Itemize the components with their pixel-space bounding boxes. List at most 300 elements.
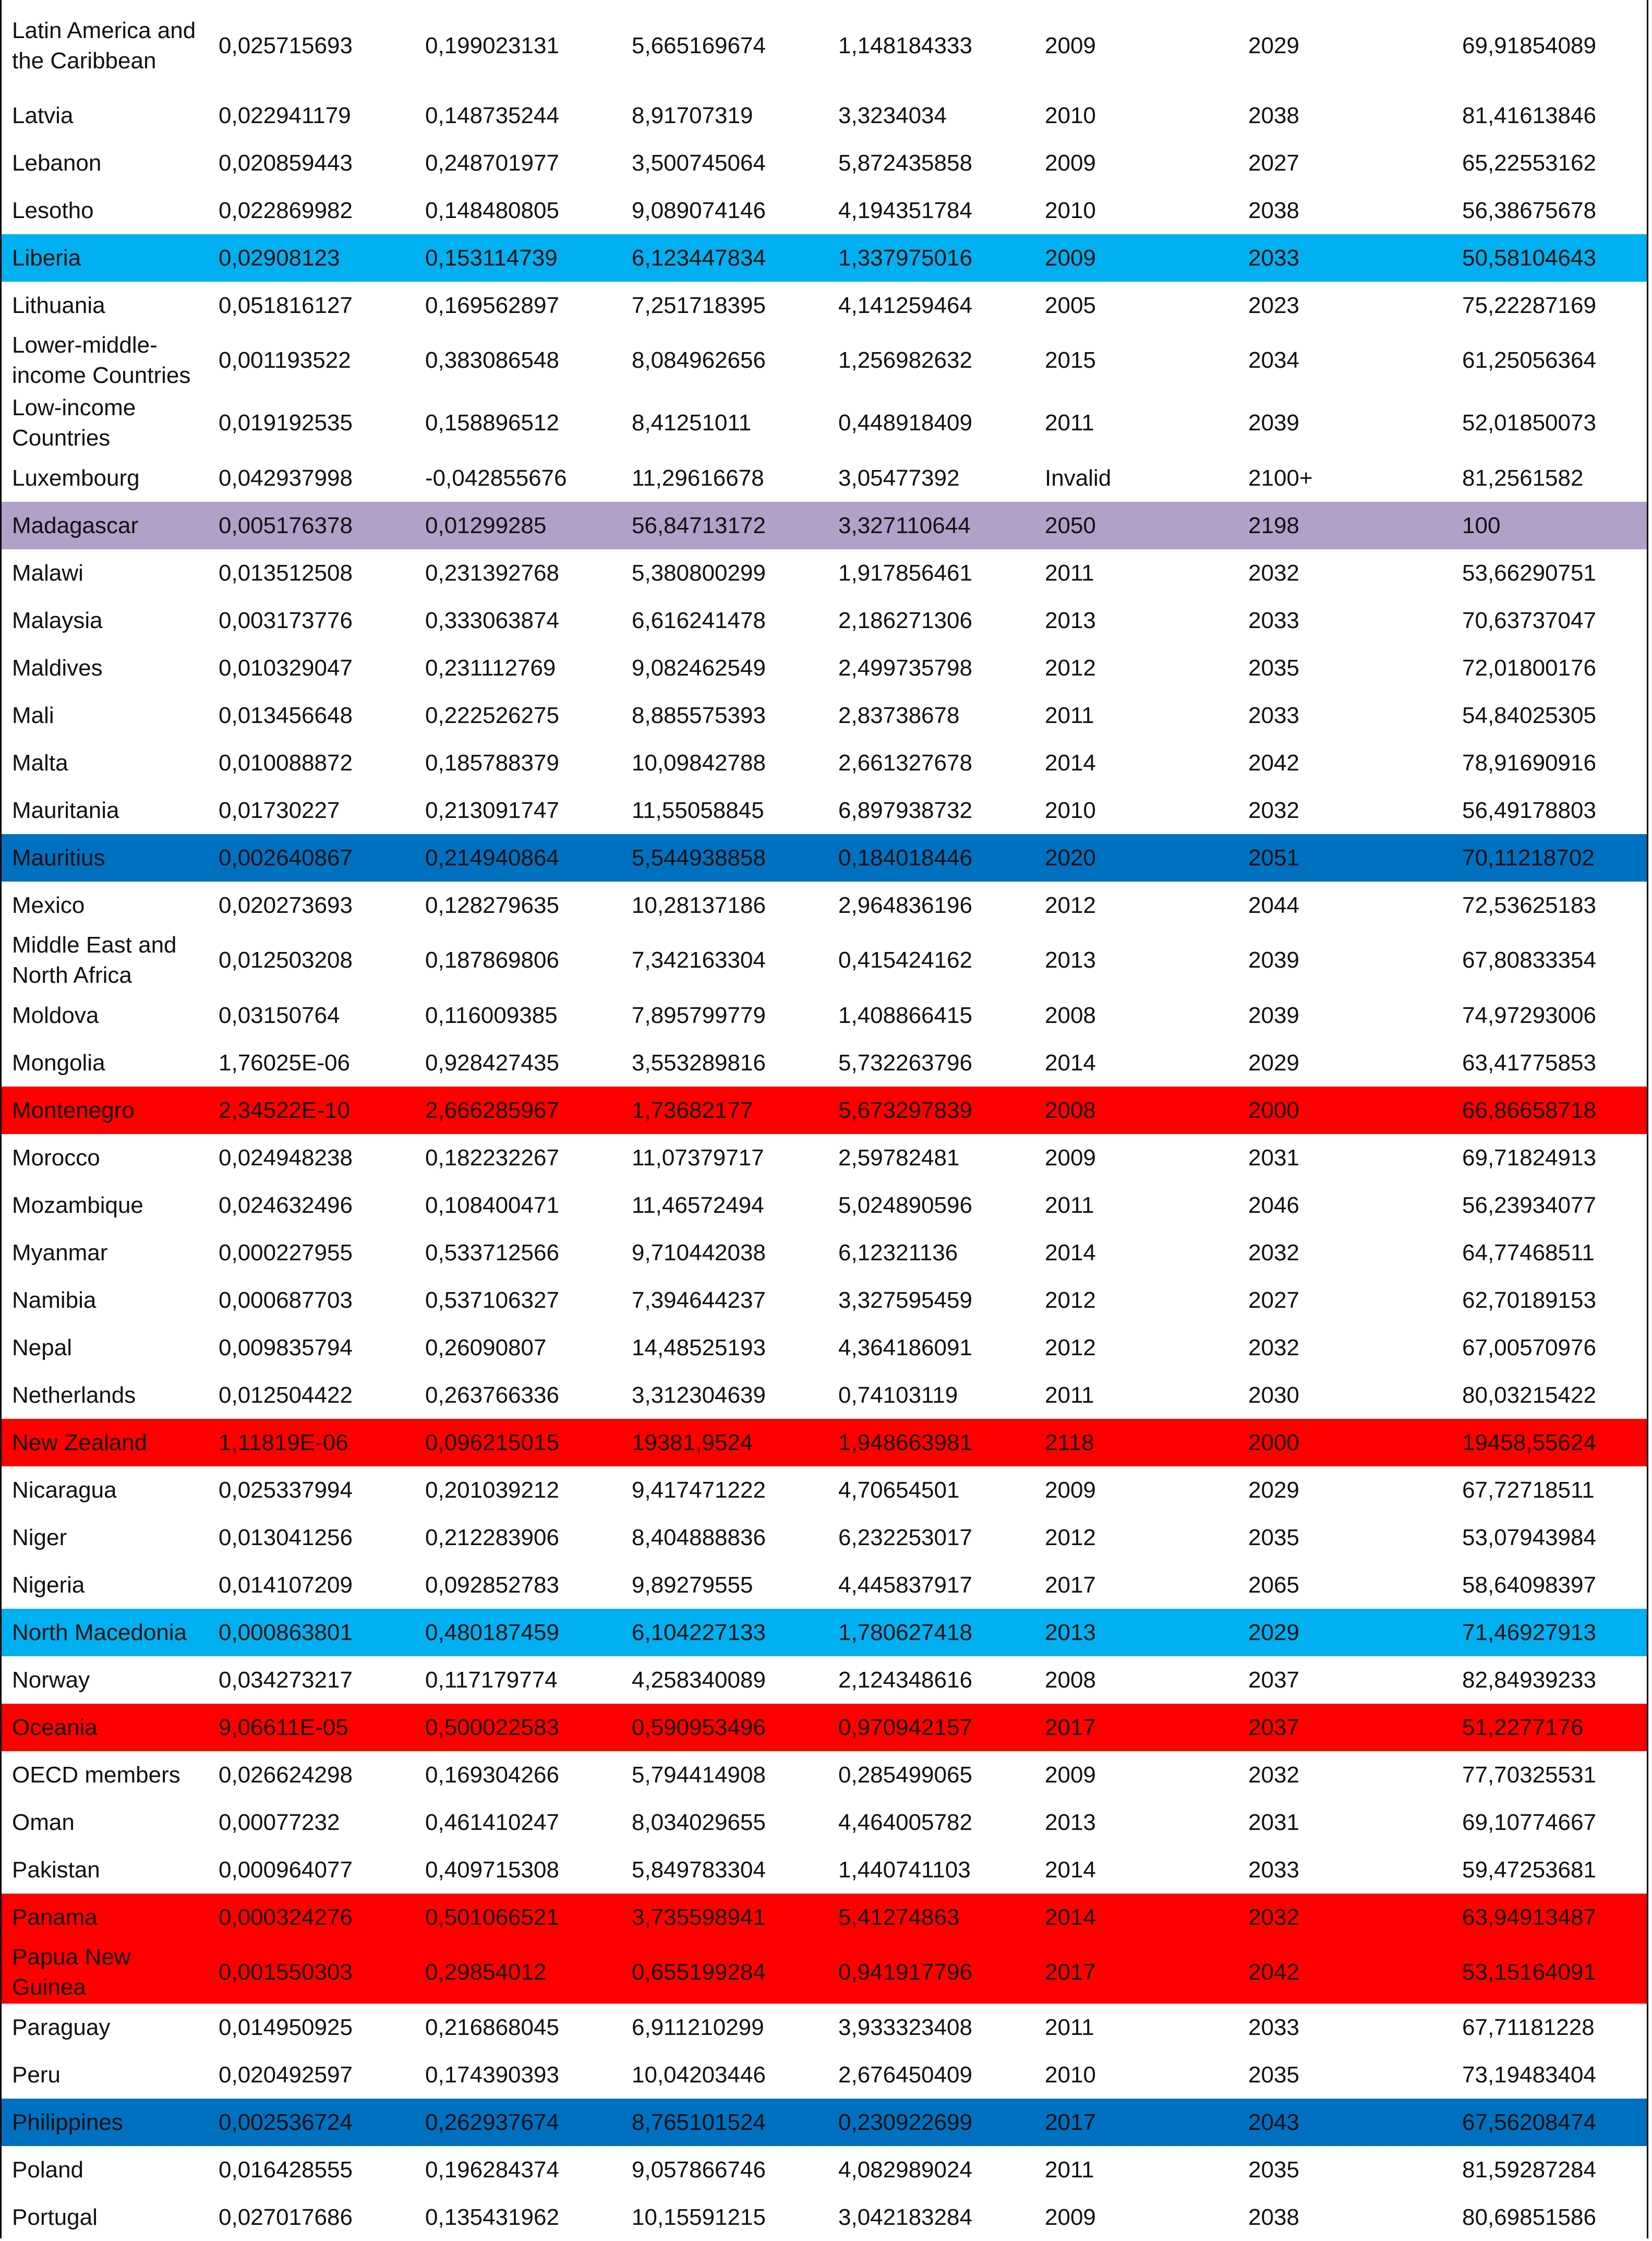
value-cell: 5,544938858 bbox=[621, 834, 828, 882]
value-cell: 0,285499065 bbox=[838, 1762, 972, 1788]
value-cell: 0,024948238 bbox=[219, 1144, 353, 1171]
value-cell: 7,895799779 bbox=[632, 1002, 766, 1028]
row-label-cell: Lithuania bbox=[12, 292, 105, 318]
value-cell: 8,885575393 bbox=[632, 702, 766, 728]
value-cell: 2039 bbox=[1248, 1002, 1299, 1028]
value-cell: 70,11218702 bbox=[1441, 834, 1647, 882]
value-cell: 64,77468511 bbox=[1462, 1239, 1595, 1266]
table-row bbox=[2, 1134, 1647, 1182]
value-cell: 0,148735244 bbox=[425, 102, 559, 128]
value-cell: 2013 bbox=[1045, 607, 1096, 633]
value-cell: 2027 bbox=[1248, 150, 1299, 176]
value-cell: 2012 bbox=[1045, 1287, 1096, 1313]
value-cell: 3,327110644 bbox=[828, 502, 1034, 549]
value-cell: 1,76025E-06 bbox=[219, 1050, 350, 1076]
value-cell: 2032 bbox=[1248, 797, 1299, 823]
row-label-cell: Mauritius bbox=[2, 834, 208, 882]
value-cell: 2033 bbox=[1248, 607, 1299, 633]
row-label-cell: Papua New Guinea bbox=[2, 1941, 208, 2004]
value-cell: 2009 bbox=[1045, 1762, 1096, 1788]
value-cell: 3,327595459 bbox=[838, 1287, 972, 1313]
value-cell: 2118 bbox=[1034, 1419, 1238, 1466]
table-row bbox=[2, 882, 1647, 929]
table-row bbox=[2, 739, 1647, 787]
table-row bbox=[2, 597, 1647, 644]
value-cell: 4,141259464 bbox=[838, 292, 972, 318]
value-cell: 2035 bbox=[1248, 655, 1299, 681]
value-cell: 7,251718395 bbox=[632, 292, 766, 318]
value-cell: 2014 bbox=[1045, 1239, 1096, 1266]
value-cell: 0,013456648 bbox=[219, 702, 353, 728]
value-cell: 100 bbox=[1441, 502, 1647, 549]
row-label-cell: Madagascar bbox=[2, 502, 208, 549]
row-label-cell: Morocco bbox=[12, 1144, 100, 1171]
value-cell: 2014 bbox=[1045, 750, 1096, 776]
value-cell: 2011 bbox=[1045, 702, 1094, 728]
row-label-cell: Mexico bbox=[12, 892, 85, 918]
table-row bbox=[2, 1182, 1647, 1229]
table-row bbox=[2, 1087, 1647, 1134]
row-label-cell: Nepal bbox=[12, 1334, 72, 1360]
value-cell: 2029 bbox=[1248, 1050, 1299, 1076]
value-cell: 0,01730227 bbox=[219, 797, 340, 823]
value-cell: 63,94913487 bbox=[1441, 1894, 1647, 1941]
value-cell: 2033 bbox=[1238, 234, 1441, 282]
value-cell: 1,11819E-06 bbox=[208, 1419, 415, 1466]
value-cell: 8,765101524 bbox=[621, 2099, 828, 2146]
value-cell: 2009 bbox=[1045, 33, 1096, 58]
value-cell: 2032 bbox=[1248, 1334, 1299, 1360]
value-cell: 71,46927913 bbox=[1441, 1609, 1647, 1656]
row-label-cell: Moldova bbox=[12, 1002, 99, 1028]
row-label-cell: Nigeria bbox=[12, 1572, 85, 1598]
value-cell: 2011 bbox=[1045, 2156, 1094, 2183]
value-cell: 0,26090807 bbox=[425, 1334, 547, 1360]
row-label-cell: Liberia bbox=[2, 234, 208, 282]
value-cell: 0,185788379 bbox=[425, 750, 559, 776]
value-cell: 2000 bbox=[1238, 1087, 1441, 1134]
value-cell: 2009 bbox=[1034, 234, 1238, 282]
value-cell: 2,964836196 bbox=[838, 892, 972, 918]
value-cell: 0,533712566 bbox=[425, 1239, 559, 1266]
value-cell: 0,537106327 bbox=[425, 1287, 559, 1313]
row-label-cell: Namibia bbox=[12, 1287, 97, 1313]
value-cell: 11,07379717 bbox=[632, 1144, 764, 1171]
value-cell: 53,07943984 bbox=[1462, 1524, 1596, 1550]
value-cell: 56,23934077 bbox=[1462, 1192, 1596, 1218]
row-label-cell: Peru bbox=[12, 2062, 61, 2088]
value-cell: 2039 bbox=[1248, 947, 1299, 973]
value-cell: 3,312304639 bbox=[632, 1382, 766, 1408]
row-label-cell: Mali bbox=[12, 702, 54, 728]
value-cell: 0,212283906 bbox=[425, 1524, 559, 1550]
value-cell: 4,364186091 bbox=[838, 1334, 972, 1360]
value-cell: 8,034029655 bbox=[632, 1809, 766, 1835]
value-cell: 2033 bbox=[1248, 1857, 1299, 1883]
row-label-cell: Netherlands bbox=[12, 1382, 136, 1408]
table-row bbox=[2, 787, 1647, 834]
value-cell: 0,262937674 bbox=[415, 2099, 621, 2146]
value-cell: 10,15591215 bbox=[632, 2204, 766, 2230]
table-row bbox=[2, 1894, 1647, 1941]
value-cell: 56,84713172 bbox=[621, 502, 828, 549]
value-cell: 2015 bbox=[1045, 347, 1096, 373]
value-cell: 0,448918409 bbox=[838, 410, 972, 436]
row-label-cell: Low-income Countries bbox=[12, 395, 136, 451]
value-cell: 63,41775853 bbox=[1462, 1050, 1596, 1076]
table-row bbox=[2, 692, 1647, 739]
value-cell: 0,213091747 bbox=[425, 797, 559, 823]
value-cell: 0,000687703 bbox=[219, 1287, 353, 1313]
value-cell: 11,46572494 bbox=[632, 1192, 764, 1218]
value-cell: 81,41613846 bbox=[1462, 102, 1596, 128]
value-cell: 2020 bbox=[1034, 834, 1238, 882]
row-label-cell: Lesotho bbox=[12, 197, 94, 223]
value-cell: 0,042937998 bbox=[219, 465, 353, 491]
value-cell: 56,49178803 bbox=[1462, 797, 1596, 823]
value-cell: 3,735598941 bbox=[621, 1894, 828, 1941]
value-cell: 2046 bbox=[1248, 1192, 1299, 1218]
value-cell: 0,012503208 bbox=[219, 947, 353, 973]
value-cell: 2051 bbox=[1238, 834, 1441, 882]
value-cell: 75,22287169 bbox=[1462, 292, 1596, 318]
value-cell: 0,128279635 bbox=[425, 892, 559, 918]
value-cell: 2,676450409 bbox=[838, 2062, 972, 2088]
value-cell: 0,020492597 bbox=[219, 2062, 353, 2088]
table-row bbox=[2, 929, 1647, 992]
value-cell: 0,014950925 bbox=[219, 2014, 353, 2040]
value-cell: 0,480187459 bbox=[415, 1609, 621, 1656]
value-cell: 0,092852783 bbox=[425, 1572, 559, 1598]
value-cell: 9,89279555 bbox=[632, 1572, 753, 1598]
table-row bbox=[2, 1751, 1647, 1799]
value-cell: 0,000863801 bbox=[208, 1609, 415, 1656]
row-label-cell: Latin America and the Caribbean bbox=[12, 18, 196, 74]
value-cell: 2,124348616 bbox=[838, 1667, 972, 1693]
row-label-cell: New Zealand bbox=[2, 1419, 208, 1466]
table-row bbox=[2, 834, 1647, 882]
row-label-cell: Pakistan bbox=[12, 1857, 100, 1883]
value-cell: 53,15164091 bbox=[1441, 1941, 1647, 2004]
value-cell: 2008 bbox=[1045, 1002, 1096, 1028]
value-cell: 2039 bbox=[1248, 410, 1299, 436]
value-cell: 0,013041256 bbox=[219, 1524, 353, 1550]
value-cell: 0,03150764 bbox=[219, 1002, 340, 1028]
value-cell: 2032 bbox=[1248, 560, 1299, 586]
value-cell: 2009 bbox=[1045, 2204, 1096, 2230]
value-cell: 2032 bbox=[1248, 1762, 1299, 1788]
value-cell: 2011 bbox=[1045, 1382, 1094, 1408]
value-cell: 2,83738678 bbox=[838, 702, 960, 728]
table-row bbox=[2, 1276, 1647, 1324]
value-cell: 2005 bbox=[1045, 292, 1096, 318]
value-cell: 1,73682177 bbox=[621, 1087, 828, 1134]
row-label-cell: Portugal bbox=[12, 2204, 98, 2230]
value-cell: 0,022941179 bbox=[219, 102, 351, 128]
value-cell: 52,01850073 bbox=[1462, 410, 1596, 436]
table-row bbox=[2, 1466, 1647, 1514]
row-label-cell: Middle East and North Africa bbox=[12, 932, 177, 988]
value-cell: 0,74103119 bbox=[838, 1382, 958, 1408]
value-cell: 2042 bbox=[1238, 1941, 1441, 2004]
value-cell: 2010 bbox=[1045, 102, 1096, 128]
value-cell: 0,214940864 bbox=[415, 834, 621, 882]
value-cell: 1,148184333 bbox=[838, 33, 972, 58]
row-label-cell: Mozambique bbox=[12, 1192, 143, 1218]
row-label-cell: Malta bbox=[12, 750, 68, 776]
value-cell: 2033 bbox=[1248, 702, 1299, 728]
value-cell: 2014 bbox=[1045, 1857, 1096, 1883]
row-label-cell: Niger bbox=[12, 1524, 67, 1550]
table-row bbox=[2, 502, 1647, 549]
value-cell: 67,72718511 bbox=[1462, 1477, 1595, 1503]
table-row bbox=[2, 1561, 1647, 1609]
value-cell: 4,445837917 bbox=[838, 1572, 972, 1598]
value-cell: 2027 bbox=[1248, 1287, 1299, 1313]
value-cell: 10,04203446 bbox=[632, 2062, 766, 2088]
value-cell: 6,123447834 bbox=[621, 234, 828, 282]
value-cell: 0,383086548 bbox=[425, 347, 559, 373]
value-cell: 5,024890596 bbox=[838, 1192, 972, 1218]
table-body bbox=[2, 0, 1647, 2241]
value-cell: 8,404888836 bbox=[632, 1524, 766, 1550]
value-cell: 8,41251011 bbox=[632, 410, 752, 436]
value-cell: 0,001550303 bbox=[208, 1941, 415, 2004]
value-cell: 74,97293006 bbox=[1462, 1002, 1596, 1028]
value-cell: 6,232253017 bbox=[838, 1524, 972, 1550]
value-cell: 2011 bbox=[1045, 2014, 1094, 2040]
value-cell: 0,501066521 bbox=[415, 1894, 621, 1941]
value-cell: 0,415424162 bbox=[838, 947, 972, 973]
row-label-cell: Norway bbox=[12, 1667, 90, 1693]
table-row bbox=[2, 2146, 1647, 2194]
value-cell: 2008 bbox=[1045, 1667, 1096, 1693]
row-label-cell: Luxembourg bbox=[12, 465, 140, 491]
value-cell: 1,917856461 bbox=[838, 560, 972, 586]
table-row bbox=[2, 644, 1647, 692]
value-cell: 2010 bbox=[1045, 797, 1096, 823]
value-cell: 0,005176378 bbox=[208, 502, 415, 549]
value-cell: 4,258340089 bbox=[632, 1667, 766, 1693]
value-cell: 69,10774667 bbox=[1462, 1809, 1596, 1835]
value-cell: 2034 bbox=[1248, 347, 1299, 373]
value-cell: 6,616241478 bbox=[632, 607, 766, 633]
value-cell: 0,009835794 bbox=[219, 1334, 353, 1360]
value-cell: 81,2561582 bbox=[1462, 465, 1584, 491]
value-cell: 2035 bbox=[1248, 1524, 1299, 1550]
table-row bbox=[2, 1039, 1647, 1087]
value-cell: 5,849783304 bbox=[632, 1857, 766, 1883]
value-cell: 2008 bbox=[1034, 1087, 1238, 1134]
value-cell: 2,34522E-10 bbox=[208, 1087, 415, 1134]
row-label-cell: Lower-middle-income Countries bbox=[12, 332, 191, 388]
value-cell: 2012 bbox=[1045, 1334, 1096, 1360]
row-label-cell: Paraguay bbox=[12, 2014, 111, 2040]
value-cell: 65,22553162 bbox=[1462, 150, 1596, 176]
value-cell: 0,248701977 bbox=[425, 150, 559, 176]
value-cell: 2038 bbox=[1248, 197, 1299, 223]
value-cell: 2012 bbox=[1045, 1524, 1096, 1550]
value-cell: 2017 bbox=[1045, 1572, 1096, 1598]
value-cell: 51,2277176 bbox=[1441, 1704, 1647, 1751]
value-cell: 2043 bbox=[1238, 2099, 1441, 2146]
row-label-cell: Mongolia bbox=[12, 1050, 105, 1076]
table-row bbox=[2, 1609, 1647, 1656]
value-cell: 5,380800299 bbox=[632, 560, 766, 586]
value-cell: 1,948663981 bbox=[828, 1419, 1034, 1466]
value-cell: 0,01299285 bbox=[415, 502, 621, 549]
table-row bbox=[2, 234, 1647, 282]
table-row bbox=[2, 1846, 1647, 1894]
row-label-cell: Nicaragua bbox=[12, 1477, 117, 1503]
value-cell: Invalid bbox=[1045, 465, 1112, 491]
value-cell: 67,71181228 bbox=[1462, 2014, 1595, 2040]
value-cell: 0,970942157 bbox=[828, 1704, 1034, 1751]
value-cell: 1,337975016 bbox=[828, 234, 1034, 282]
value-cell: 2029 bbox=[1248, 33, 1299, 58]
value-cell: 0,025337994 bbox=[219, 1477, 353, 1503]
row-label-cell: Myanmar bbox=[12, 1239, 108, 1266]
value-cell: 0,409715308 bbox=[425, 1857, 559, 1883]
value-cell: 0,928427435 bbox=[425, 1050, 559, 1076]
value-cell: 10,09842788 bbox=[632, 750, 766, 776]
value-cell: 1,256982632 bbox=[838, 347, 972, 373]
value-cell: 2033 bbox=[1248, 2014, 1299, 2040]
value-cell: 69,91854089 bbox=[1462, 33, 1596, 58]
value-cell: 0,02908123 bbox=[208, 234, 415, 282]
value-cell: 2017 bbox=[1034, 1704, 1238, 1751]
value-cell: 2014 bbox=[1045, 1050, 1096, 1076]
value-cell: 2009 bbox=[1045, 150, 1096, 176]
value-cell: 1,440741103 bbox=[838, 1857, 971, 1883]
value-cell: 0,020859443 bbox=[219, 150, 353, 176]
value-cell: 2,186271306 bbox=[838, 607, 972, 633]
value-cell: 0,333063874 bbox=[425, 607, 559, 633]
value-cell: 0,002640867 bbox=[208, 834, 415, 882]
value-cell: 82,84939233 bbox=[1462, 1667, 1596, 1693]
value-cell: 0,000227955 bbox=[219, 1239, 353, 1266]
value-cell: 0,231392768 bbox=[425, 560, 559, 586]
value-cell: 0,158896512 bbox=[425, 410, 559, 436]
value-cell: 0,153114739 bbox=[415, 234, 621, 282]
value-cell: 0,025715693 bbox=[219, 33, 353, 58]
value-cell: 2013 bbox=[1034, 1609, 1238, 1656]
value-cell: 8,91707319 bbox=[632, 102, 753, 128]
value-cell: 2012 bbox=[1045, 892, 1096, 918]
row-label-cell: Lebanon bbox=[12, 150, 102, 176]
value-cell: 0,022869982 bbox=[219, 197, 353, 223]
value-cell: 0,169562897 bbox=[425, 292, 559, 318]
value-cell: 2029 bbox=[1248, 1477, 1299, 1503]
value-cell: 69,71824913 bbox=[1462, 1144, 1596, 1171]
table-row bbox=[2, 992, 1647, 1039]
table-row bbox=[2, 1229, 1647, 1276]
value-cell: 6,12321136 bbox=[838, 1239, 958, 1266]
value-cell: 6,911210299 bbox=[632, 2014, 764, 2040]
table-row bbox=[2, 187, 1647, 234]
value-cell: 11,29616678 bbox=[632, 465, 764, 491]
table-row bbox=[2, 1656, 1647, 1704]
value-cell: 54,84025305 bbox=[1462, 702, 1596, 728]
row-label-cell: Philippines bbox=[2, 2099, 208, 2146]
value-cell: 0,034273217 bbox=[219, 1667, 353, 1693]
table-row bbox=[2, 282, 1647, 329]
value-cell: 0,024632496 bbox=[219, 1192, 353, 1218]
value-cell: 3,05477392 bbox=[838, 465, 960, 491]
value-cell: 0,002536724 bbox=[208, 2099, 415, 2146]
value-cell: 6,897938732 bbox=[838, 797, 972, 823]
value-cell: 2037 bbox=[1248, 1667, 1299, 1693]
value-cell: 0,174390393 bbox=[425, 2062, 559, 2088]
value-cell: 78,91690916 bbox=[1462, 750, 1596, 776]
value-cell: 0,027017686 bbox=[219, 2204, 353, 2230]
value-cell: 0,000964077 bbox=[219, 1857, 353, 1883]
table-row bbox=[2, 1371, 1647, 1419]
value-cell: 5,665169674 bbox=[632, 33, 766, 58]
table-row bbox=[2, 1704, 1647, 1751]
value-cell: 2010 bbox=[1045, 197, 1096, 223]
value-cell: 5,41274863 bbox=[828, 1894, 1034, 1941]
value-cell: 7,342163304 bbox=[632, 947, 766, 973]
value-cell: 77,70325531 bbox=[1462, 1762, 1596, 1788]
value-cell: 0,655199284 bbox=[621, 1941, 828, 2004]
row-label-cell: Malaysia bbox=[12, 607, 103, 633]
row-label-cell: Montenegro bbox=[2, 1087, 208, 1134]
value-cell: 0,590953496 bbox=[621, 1704, 828, 1751]
value-cell: 0,231112769 bbox=[425, 655, 556, 681]
value-cell: 80,69851586 bbox=[1462, 2204, 1596, 2230]
value-cell: 0,051816127 bbox=[219, 292, 353, 318]
value-cell: 0,461410247 bbox=[425, 1809, 559, 1835]
value-cell: 0,013512508 bbox=[219, 560, 353, 586]
value-cell: 0,108400471 bbox=[425, 1192, 559, 1218]
row-label-cell: Latvia bbox=[12, 102, 74, 128]
value-cell: 72,53625183 bbox=[1462, 892, 1596, 918]
value-cell: 3,3234034 bbox=[838, 102, 947, 128]
value-cell: 0,135431962 bbox=[425, 2204, 559, 2230]
value-cell: 61,25056364 bbox=[1462, 347, 1596, 373]
value-cell: 0,014107209 bbox=[219, 1572, 353, 1598]
value-cell: 81,59287284 bbox=[1462, 2156, 1596, 2183]
value-cell: 0,941917796 bbox=[828, 1941, 1034, 2004]
value-cell: 0,148480805 bbox=[425, 197, 559, 223]
value-cell: 0,263766336 bbox=[425, 1382, 559, 1408]
value-cell: 2035 bbox=[1248, 2062, 1299, 2088]
table-row bbox=[2, 329, 1647, 392]
row-label-cell: Poland bbox=[12, 2156, 84, 2183]
value-cell: 2012 bbox=[1045, 655, 1096, 681]
table-row bbox=[2, 1324, 1647, 1371]
table-row bbox=[2, 92, 1647, 139]
value-cell: 2014 bbox=[1034, 1894, 1238, 1941]
value-cell: 2017 bbox=[1034, 2099, 1238, 2146]
value-cell: 0,201039212 bbox=[425, 1477, 559, 1503]
row-label-cell: Oman bbox=[12, 1809, 75, 1835]
value-cell: 58,64098397 bbox=[1462, 1572, 1596, 1598]
value-cell: 0,001193522 bbox=[219, 347, 351, 373]
value-cell: 2009 bbox=[1045, 1477, 1096, 1503]
value-cell: 2032 bbox=[1248, 1239, 1299, 1266]
value-cell: 2035 bbox=[1248, 2156, 1299, 2183]
table-row bbox=[2, 139, 1647, 187]
row-label-cell: OECD members bbox=[12, 1762, 180, 1788]
table-row bbox=[2, 454, 1647, 502]
value-cell: 2,661327678 bbox=[838, 750, 972, 776]
row-label-cell: Maldives bbox=[12, 655, 103, 681]
value-cell: 19458,55624 bbox=[1441, 1419, 1647, 1466]
value-cell: 2029 bbox=[1238, 1609, 1441, 1656]
value-cell: 2023 bbox=[1248, 292, 1299, 318]
